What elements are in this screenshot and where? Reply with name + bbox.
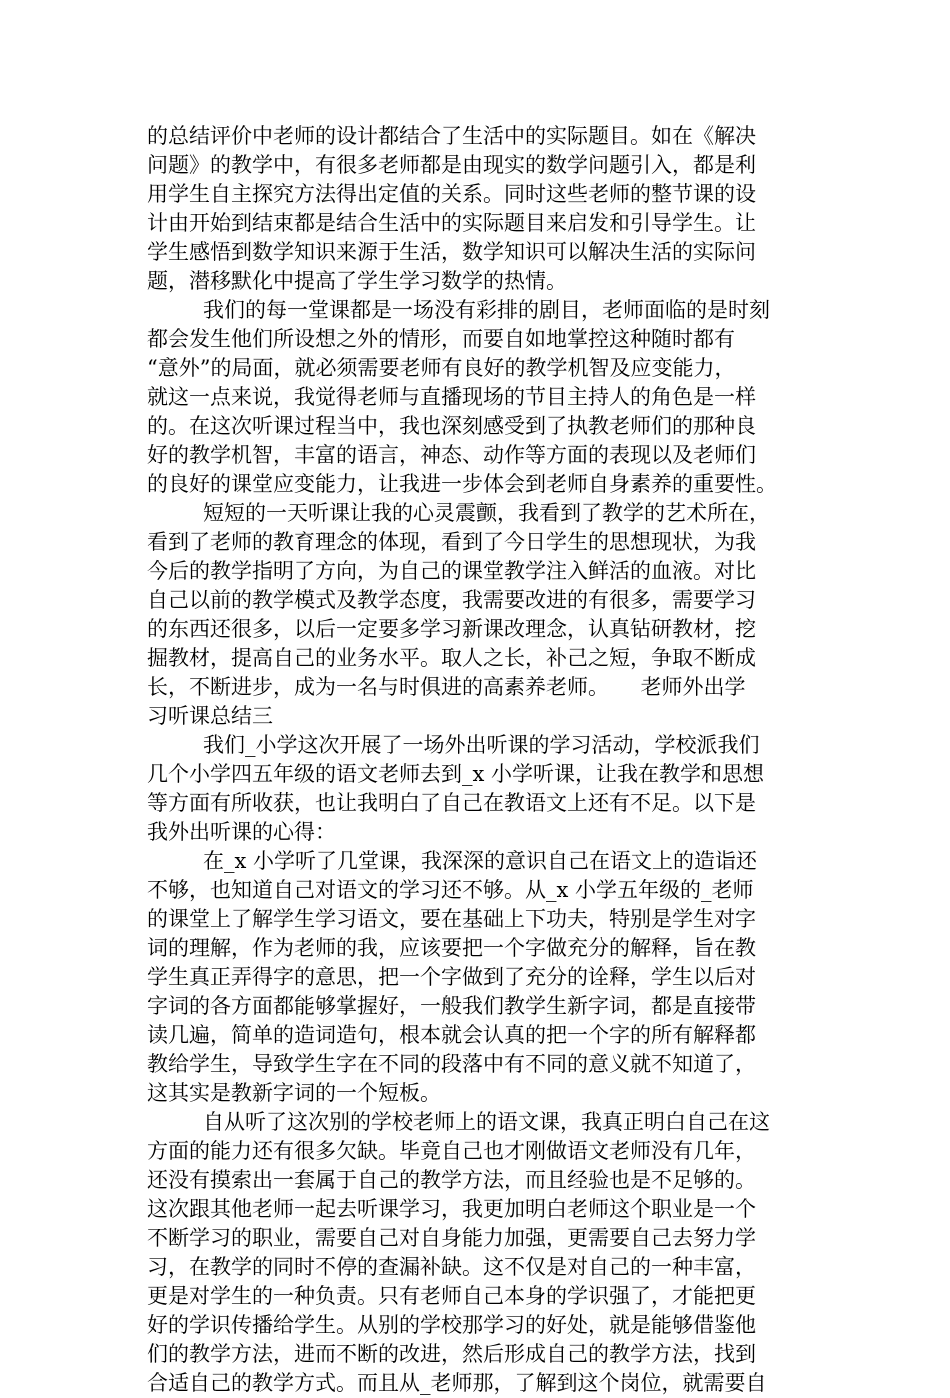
body-text [147,122,808,1398]
text-line: 的东西还很多，以后一定要多学习新课改理念，认真钻研教材，挖 [147,617,756,641]
text-line: “意外”的局面，就必须需要老师有良好的教学机智及应变能力， [147,356,736,380]
paragraph-first-line: 短短的一天听课让我的心灵震颤，我看到了教学的艺术所在， [203,501,770,525]
text-line: 习，在教学的同时不停的查漏补缺。这不仅是对自己的一种丰富， [147,1255,756,1279]
text-line: 的。在这次听课过程当中，我也深刻感受到了执教老师们的那种良 [147,414,756,438]
text-line: 的良好的课堂应变能力，让我进一步体会到老师自身素养的重要性。 [147,472,777,496]
text-line: 方面的能力还有很多欠缺。毕竟自己也才刚做语文老师没有几年， [147,1139,756,1163]
text-line: 们的教学方法，进而不断的改进，然后形成自己的教学方法，找到 [147,1342,756,1366]
text-line: 字词的各方面都能够掌握好，一般我们教学生新字词，都是直接带 [147,994,756,1018]
text-line: 几个小学四五年级的语文老师去到_x 小学听课，让我在教学和思想 [147,762,765,786]
text-line: 还没有摸索出一套属于自己的教学方法，而且经验也是不足够的。 [147,1168,756,1192]
text-line: 掘教材，提高自己的业务水平。取人之长，补己之短，争取不断成 [147,646,756,670]
text-line: 这次跟其他老师一起去听课学习，我更加明白老师这个职业是一个 [147,1197,756,1221]
text-line: 更是对学生的一种负责。只有老师自己本身的学识强了，才能把更 [147,1284,756,1308]
text-line: 不够，也知道自己对语文的学习还不够。从_x 小学五年级的_老师 [147,878,754,902]
paragraph-first-line: 在_x 小学听了几堂课，我深深的意识自己在语文上的造诣还 [203,849,758,873]
text-line: 我外出听课的心得： [147,820,336,844]
text-line: 长，不断进步，成为一名与时俱进的高素养老师。 老师外出学 [147,675,746,699]
text-line: 看到了老师的教育理念的体现，看到了今日学生的思想现状，为我 [147,530,756,554]
text-line: 合适自己的教学方式。而且从_老师那，了解到这个岗位，就需要自 [147,1371,767,1395]
text-line: 好的学识传播给学生。从别的学校那学习的好处，就是能够借鉴他 [147,1313,756,1337]
paragraph-first-line: 我们的每一堂课都是一场没有彩排的剧目，老师面临的是时刻 [203,298,770,322]
text-line: 不断学习的职业，需要自己对自身能力加强，更需要自己去努力学 [147,1226,756,1250]
text-line: 用学生自主探究方法得出定值的关系。同时这些老师的整节课的设 [147,182,756,206]
text-line: 的课堂上了解学生学习语文，要在基础上下功夫，特别是学生对字 [147,907,756,931]
text-line: 等方面有所收获，也让我明白了自己在教语文上还有不足。以下是 [147,791,756,815]
text-line: 教给学生，导致学生字在不同的段落中有不同的意义就不知道了， [147,1052,756,1076]
text-line: 就这一点来说，我觉得老师与直播现场的节目主持人的角色是一样 [147,385,756,409]
text-line: 学生真正弄得字的意思，把一个字做到了充分的诠释，学生以后对 [147,965,756,989]
paragraph-first-line: 自从听了这次别的学校老师上的语文课，我真正明白自己在这 [203,1110,770,1134]
paragraph-first-line: 我们_小学这次开展了一场外出听课的学习活动，学校派我们 [203,733,760,757]
text-line: 题，潜移默化中提高了学生学习数学的热情。 [147,269,567,293]
text-line: 自己以前的教学模式及教学态度，我需要改进的有很多，需要学习 [147,588,756,612]
text-line: 计由开始到结束都是结合生活中的实际题目来启发和引导学生。让 [147,211,756,235]
text-line: 今后的教学指明了方向，为自己的课堂教学注入鲜活的血液。对比 [147,559,756,583]
text-line: 习听课总结三 [147,704,273,728]
text-line: 的总结评价中老师的设计都结合了生活中的实际题目。如在《解决 [147,124,756,148]
text-line: 读几遍，简单的造词造句，根本就会认真的把一个字的所有解释都 [147,1023,756,1047]
text-line: 词的理解，作为老师的我，应该要把一个字做充分的解释，旨在教 [147,936,756,960]
text-line: 都会发生他们所设想之外的情形，而要自如地掌控这种随时都有 [147,327,735,351]
text-line: 问题》的教学中，有很多老师都是由现实的数学问题引入，都是利 [147,153,756,177]
text-line: 好的教学机智，丰富的语言，神态、动作等方面的表现以及老师们 [147,443,756,467]
text-line: 学生感悟到数学知识来源于生活，数学知识可以解决生活的实际问 [147,240,756,264]
text-line: 这其实是教新字词的一个短板。 [147,1081,441,1105]
